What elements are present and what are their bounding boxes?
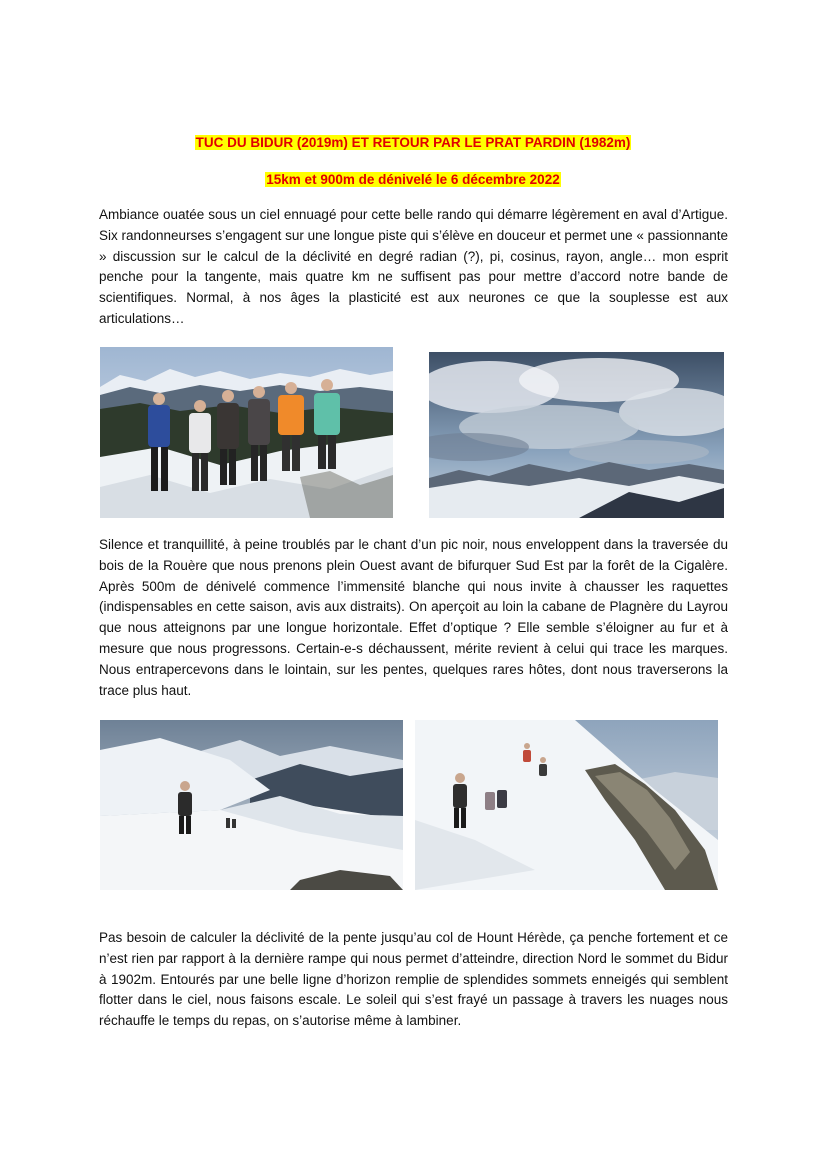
document-title-text: TUC DU BIDUR (2019m) ET RETOUR PAR LE PRAT PARDIN (1982m) — [195, 135, 631, 150]
photo-cloudy-sky — [429, 352, 724, 518]
paragraph-intro: Ambiance ouatée sous un ciel ennuagé pour cette belle rando qui démarre légèrement en aval d’Artigue. Six randonneurses s’engagent sur une longue piste qui s’élève en douceur et permet une « passionnante » discussion sur le calcul de la déclivité en degré radian (?), pi, cosinus, rayon, angle… mon esprit penche pour la tangente, mais quatre km ne suffisent pas pour mettre d’accord notre bande de scientifiques. Normal, à nos âges la plasticité est aux neurones ce que la souplesse est aux articulations… — [99, 207, 728, 326]
photo-group-hikers — [100, 347, 393, 518]
document-subtitle-text: 15km et 900m de dénivelé le 6 décembre 2022 — [266, 172, 560, 187]
document-title — [0, 134, 826, 152]
paragraph-traverse: Silence et tranquillité, à peine troublés par le chant d’un pic noir, nous enveloppent dans la traversée du bois de la Rouère que nous prenons plein Ouest avant de bifurquer Sud Est par la forêt de la Cigalère. Après 500m de dénivelé commence l’immensité blanche qui nous invite à chausser les raquettes (indispensables en cette saison, avis aux distraits). On aperçoit au loin la cabane de Plagnère du Layrou que nous atteignons par une longue horizontale. Effet d’optique ? Elle semble s’éloigner au fur et à mesure que nous progressons. Certain-e-s déchaussent, mérite revient à celui qui trace les marques. Nous entrapercevons dans le lointain, sur les pentes, quelques rares hôtes, dont nous traverserons la trace plus haut. — [99, 537, 728, 698]
photo-snowy-slope — [415, 720, 718, 890]
photo-snowy-ridge — [100, 720, 403, 890]
paragraph-summit: Pas besoin de calculer la déclivité de la pente jusqu’au col de Hount Hérède, ça penche fortement et ce n’est rien par rapport à la dernière rampe qui nous permet d’atteindre, direction Nord le sommet du Bidur à 1902m. Entourés par une belle ligne d’horizon remplie de splendides sommets enneigés qui semblent flotter dans le ciel, nous faisons escale. Le soleil qui s’est frayé un passage à travers les nuages nous réchauffe le temps du repas, on s’autorise même à lambiner. — [99, 930, 728, 1029]
document-subtitle — [0, 171, 826, 189]
